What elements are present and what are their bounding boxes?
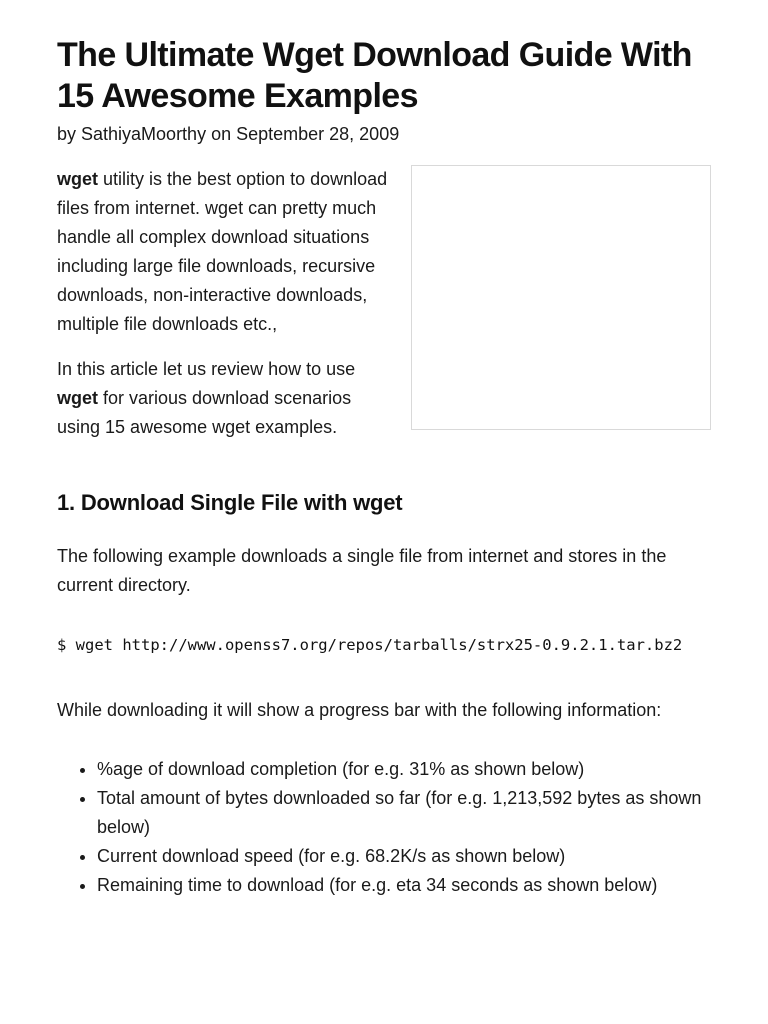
section-1-body xyxy=(57,542,711,600)
progress-info-list xyxy=(57,755,711,900)
intro-section xyxy=(57,165,711,475)
section-1-heading: 1. Download Single File with wget xyxy=(57,490,403,515)
intro-paragraph-2 xyxy=(57,355,397,442)
ad-placeholder xyxy=(411,165,711,430)
progress-intro-block xyxy=(57,696,711,725)
wget-command-code: $ wget http://www.openss7.org/repos/tarballs/strx25-0.9.2.1.tar.bz2 xyxy=(57,636,683,654)
progress-intro: While downloading it will show a progress bar with the following information: xyxy=(57,700,662,720)
list-item: • Current download speed (for e.g. 68.2K/s as shown below) xyxy=(97,842,711,871)
intro-paragraph-1 xyxy=(57,165,397,339)
intro-paragraph-1-text: utility is the best option to download files from internet. wget can pretty much handle all complex download situations including large file downloads, recursive downloads, non-interactive downloads, multiple file downloads etc., xyxy=(57,169,388,334)
intro-bold-wget-2: wget xyxy=(57,388,99,408)
article-byline: by SathiyaMoorthy on September 28, 2009 xyxy=(57,124,400,144)
intro-paragraph-2-text: for various download scenarios using 15 awesome wget examples. xyxy=(57,388,352,437)
section-1-description: The following example downloads a single file from internet and stores in the current directory. xyxy=(57,546,667,595)
intro-bold-wget-1: wget xyxy=(57,169,99,189)
list-item: • Remaining time to download (for e.g. eta 34 seconds as shown below) xyxy=(97,871,711,900)
intro-text xyxy=(57,165,397,442)
list-item: • Total amount of bytes downloaded so far (for e.g. 1,213,592 bytes as shown below) xyxy=(97,784,711,842)
intro-paragraph-2-start: In this article let us review how to use xyxy=(57,359,356,379)
article-title: The Ultimate Wget Download Guide With 15 Awesome Examples xyxy=(57,36,692,115)
list-item: • %age of download completion (for e.g. 31% as shown below) xyxy=(97,755,711,784)
